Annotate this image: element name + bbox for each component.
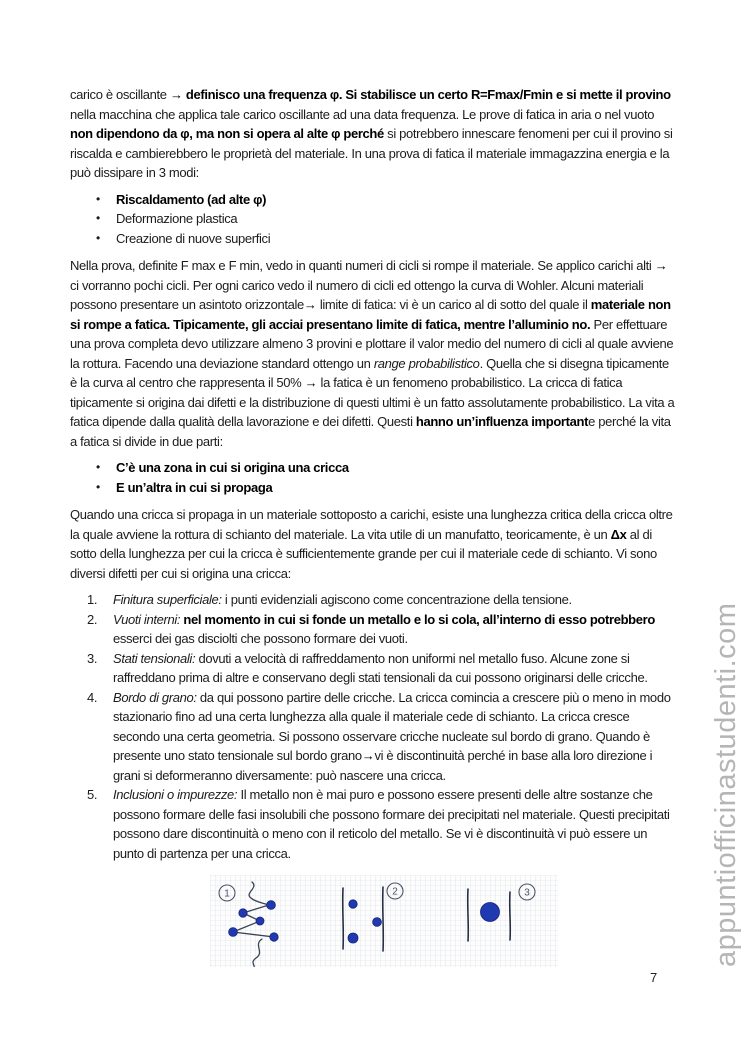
defects-numbered-list <box>70 590 678 863</box>
text-run-bold: definisco una frequenza φ. Si stabilisce un certo R=Fmax/Fmin e si mette il provino <box>182 87 671 102</box>
text-run: dovuti a velocità di raffreddamento non uniformi nel metallo fuso. Alcune zone si raffreddano prima di altre e conservano degli stati tensionali da cui possono originarsi delle cricche. <box>113 650 648 685</box>
item-label: Stati tensionali: <box>113 650 196 666</box>
item-label: Inclusioni o impurezze: <box>113 787 238 802</box>
void-dot <box>373 918 382 927</box>
list-item-label: Creazione di nuove superfici <box>116 230 271 246</box>
void-dot <box>256 917 264 925</box>
text-run: da qui possono partire delle cricche. La cricca comincia a crescere più o meno in modo stazionario fino ad una certa lunghezza alla quale il materiale cede di schianto. La cricca cresce secondo una certa geometria. Si possono osservare cricche nucleate sul bordo di grano. Quando è presente uno stato tensionale sul bordo grano <box>113 689 671 763</box>
item-label: Bordo di grano: <box>113 689 197 705</box>
text-run-bold: non dipendono da φ, ma non si opera al alte φ perché <box>70 126 384 141</box>
list-item-label: Deformazione plastica <box>116 211 238 226</box>
text-run-italic: range probabilistico <box>373 355 480 371</box>
list-item <box>70 478 678 498</box>
text-run-bold: nel momento in cui si fonde un metallo e lo si cola, all’interno di esso potrebbero <box>180 611 655 627</box>
bullet-icon: • <box>96 191 100 206</box>
page-content <box>70 85 678 973</box>
text-run: esserci dei gas disciolti che possono formare dei vuoti. <box>113 631 408 646</box>
text-run: e perché la vita a fatica si divide in due parti: <box>70 414 671 449</box>
watermark: appuntiofficinastudenti.com <box>709 602 742 967</box>
item-number: 5. <box>87 787 98 802</box>
text-run: ci vorranno pochi cicli. Per ogni carico vedo il numero di cicli ed ottengo la curva di Wohler. Alcuni materiali possono presentare un asintoto orizzontale <box>70 277 644 312</box>
arrow-icon: → <box>303 297 317 312</box>
label-2: 2 <box>392 886 398 898</box>
label-3: 3 <box>524 887 530 899</box>
text-run: Nella prova, definite F max e F min, vedo in quanti numeri di cicli si rompe il materiale. Se applico carichi alti <box>70 258 655 273</box>
text-run-bold: hanno un’influenza important <box>415 414 589 429</box>
grain-boundary-line <box>343 888 344 949</box>
fatigue-life-zones-list <box>70 458 678 497</box>
text-run: Il metallo non è mai puro e possono essere presenti delle altre sostanze che possono formare delle fasi insolubili che possono formare dei precipitati nel materiale. Questi precipitati possono dare discontinuità o meno con il reticolo del metallo. Se vi è discontinuità vi può essere un punto di partenza per una cricca. <box>113 787 670 861</box>
text-run: Quando una cricca si propaga in un materiale sottoposto a carichi, esiste una lunghezza critica della cricca oltre la quale avviene la rottura di schianto del materiale. La vita utile di un manufatto, teoricamente, è un <box>70 507 673 542</box>
void-dot <box>349 900 357 908</box>
text-run: i punti evidenziali agiscono come concentrazione della tensione. <box>221 592 572 607</box>
label-1: 1 <box>224 888 230 900</box>
arrow-icon: → <box>361 748 375 763</box>
text-run: carico è oscillante <box>70 87 170 102</box>
text-run: Per effettuare una prova completa devo utilizzare almeno 3 provini e plottare il valor medio del numero di cicli al quale avviene la rottura. Facendo una deviazione standard ottengo un <box>70 316 674 371</box>
paragraph-crack-propagation <box>70 505 678 583</box>
list-item-bordo-di-grano <box>70 688 678 786</box>
item-label: Vuoti interni: <box>113 611 181 627</box>
text-run-bold: materiale non si rompe a fatica. Tipicamente, gli acciai presentano limite di fatica, mentre l’alluminio no. <box>70 297 671 332</box>
list-item-inclusioni <box>70 785 678 863</box>
arrow-icon: → <box>169 87 183 102</box>
bullet-icon: • <box>96 211 100 225</box>
paragraph-wohler-curve <box>70 256 678 451</box>
list-item-stati-tensionali <box>70 649 678 688</box>
bullet-icon: • <box>96 230 100 245</box>
bullet-icon: • <box>96 460 100 474</box>
page-number: 7 <box>650 970 657 985</box>
text-run: si potrebbero innescare fenomeni per cui il provino si riscalda e cambierebbero le proprietà del materiale. In una prova di fatica il materiale immagazzina energia e la può dissipare in 3 modi: <box>70 126 673 180</box>
arrow-icon: → <box>304 375 318 390</box>
void-dot <box>239 909 247 917</box>
grain-boundary-line <box>383 887 384 951</box>
list-item <box>70 229 678 249</box>
list-item <box>70 458 678 478</box>
void-dot <box>348 933 358 943</box>
grain-boundary-line <box>468 889 469 941</box>
text-run: . Quella che si disegna tipicamente è la curva al centro che rappresenta il 50% <box>70 355 669 390</box>
energy-dissipation-list <box>70 190 678 249</box>
inclusion-dot <box>481 903 500 922</box>
text-run: la fatica è un fenomeno probabilistico. La cricca di fatica tipicamente si origina dai difetti e la distribuzione di questi ultimi è un fatto assolutamente probabilistico. La vita a fatica dipende dalla qualità della lavorazione e dei difetti. Questi <box>70 375 675 429</box>
text-run-bold: Δx <box>610 526 627 542</box>
item-label: Finitura superficiale: <box>113 592 222 607</box>
item-number: 3. <box>87 650 98 666</box>
bullet-icon: • <box>96 479 100 494</box>
list-item-vuoti <box>70 610 678 649</box>
item-number: 4. <box>87 689 98 705</box>
grain-boundary-line <box>510 892 511 940</box>
void-dot <box>229 928 238 937</box>
list-item-label: C’è una zona in cui si origina una cricca <box>116 460 349 475</box>
list-item-finitura <box>70 590 678 610</box>
void-dot <box>267 901 276 910</box>
void-dot <box>270 933 278 941</box>
item-number: 1. <box>87 592 98 607</box>
item-number: 2. <box>87 611 98 627</box>
text-run: limite di fatica: vi è un carico al di sotto del quale il <box>316 297 591 312</box>
text-run: al di sotto della lunghezza per cui la cricca è sufficientemente grande per cui il materiale cede di schianto. Vi sono diversi difetti per cui si origina una cricca: <box>70 526 657 581</box>
paragraph-fatigue-test <box>70 85 678 183</box>
list-item-label: E un’altra in cui si propaga <box>116 479 273 495</box>
arrow-icon: → <box>654 258 668 273</box>
defects-sketch <box>210 875 558 967</box>
text-run: vi è discontinuità perché in base alla loro direzione i grani si deformeranno diversamente: può nascere una cricca. <box>113 748 653 783</box>
list-item <box>70 209 678 229</box>
list-item-label: Riscaldamento (ad alte φ) <box>116 191 267 207</box>
text-run: nella macchina che applica tale carico oscillante ad una data frequenza. Le prove di fatica in aria o nel vuoto <box>70 106 655 122</box>
list-item <box>70 190 678 210</box>
